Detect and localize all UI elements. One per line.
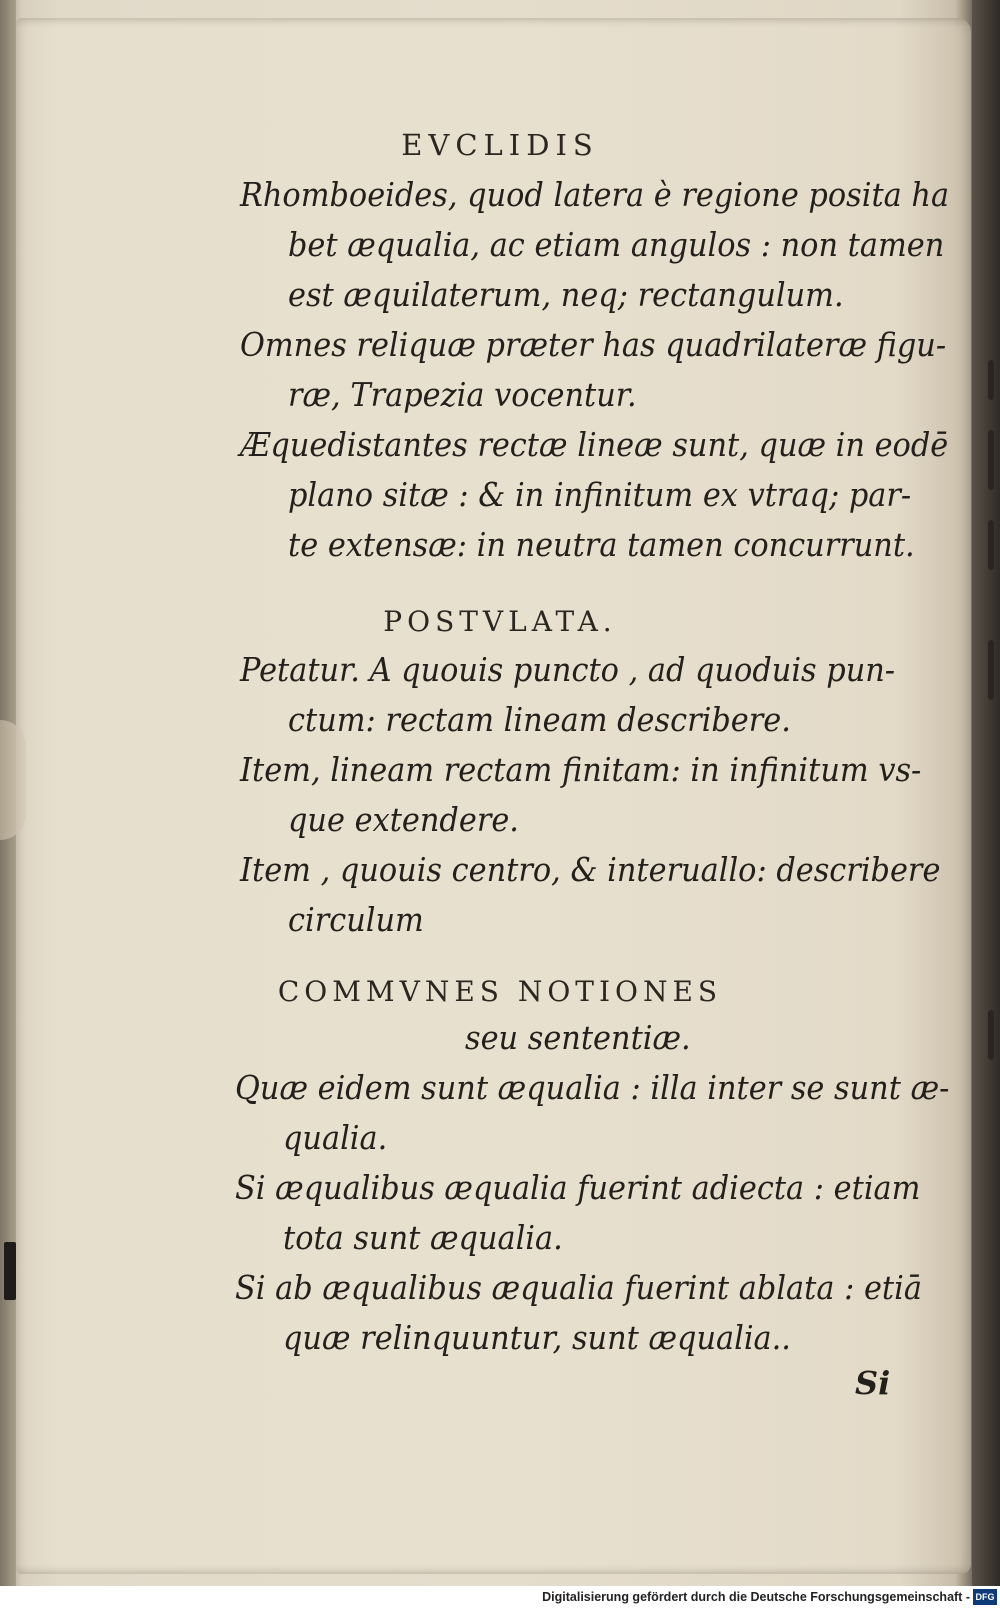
- definition-line: Rhomboeides, quod latera è regione posita ha: [240, 175, 950, 214]
- definition-line: Æquedistantes rectæ lineæ sunt, quæ in eodē: [240, 425, 949, 464]
- definition-line: te extensæ: in neutra tamen concurrunt.: [288, 525, 915, 564]
- definition-line: est æquilaterum, neq; rectangulum.: [288, 275, 844, 314]
- book-edge-right: [972, 0, 1000, 1586]
- edge-bleed-mark: [988, 520, 994, 570]
- footer-credit: Digitalisierung gefördert durch die Deutsche Forschungsgemeinschaft -: [542, 1590, 970, 1604]
- notion-line: Si æqualibus æqualia fuerint adiecta : etiam: [235, 1168, 921, 1207]
- dfg-logo: DFG: [973, 1589, 997, 1605]
- notion-line: tota sunt æqualia.: [283, 1218, 563, 1257]
- postulate-line: Item , quouis centro, & interuallo: describere: [240, 850, 941, 889]
- notion-line: qualia.: [283, 1118, 388, 1157]
- footer-bar: [0, 1586, 1000, 1609]
- edge-bleed-mark: [988, 360, 994, 400]
- postulate-line: Petatur. A quouis puncto , ad quoduis pun-: [240, 650, 896, 689]
- notion-line: Si ab æqualibus æqualia fuerint ablata : etiā: [235, 1268, 922, 1307]
- clip-mark: [4, 1242, 16, 1300]
- edge-bleed-mark: [988, 430, 994, 490]
- definition-line: plano sitæ : & in infinitum ex vtraq; par-: [288, 475, 912, 514]
- postulate-line: ctum: rectam lineam describere.: [288, 700, 791, 739]
- postulate-line: Item, lineam rectam finitam: in infinitum vs-: [240, 750, 922, 789]
- notion-line: Quæ eidem sunt æqualia : illa inter se sunt æ-: [235, 1068, 950, 1107]
- notiones-heading: COMMVNES NOTIONES: [277, 975, 723, 1008]
- definition-line: Omnes reliquæ præter has quadrilateræ figu-: [240, 325, 947, 364]
- edge-bleed-mark: [988, 1010, 994, 1060]
- postulate-line: circulum: [288, 900, 424, 939]
- definition-line: ræ, Trapezia vocentur.: [288, 375, 637, 414]
- notiones-subheading: seu sententiæ.: [465, 1018, 691, 1057]
- edge-bleed-mark: [988, 640, 994, 700]
- running-head: EVCLIDIS: [401, 128, 599, 162]
- postulate-line: que extendere.: [288, 800, 519, 839]
- notion-line: quæ relinquuntur, sunt æqualia..: [283, 1318, 791, 1357]
- postulata-heading: POSTVLATA.: [383, 605, 617, 638]
- page-curl-left: [0, 720, 26, 840]
- definition-line: bet æqualia, ac etiam angulos : non tamen: [288, 225, 945, 264]
- catchword: Si: [855, 1364, 891, 1402]
